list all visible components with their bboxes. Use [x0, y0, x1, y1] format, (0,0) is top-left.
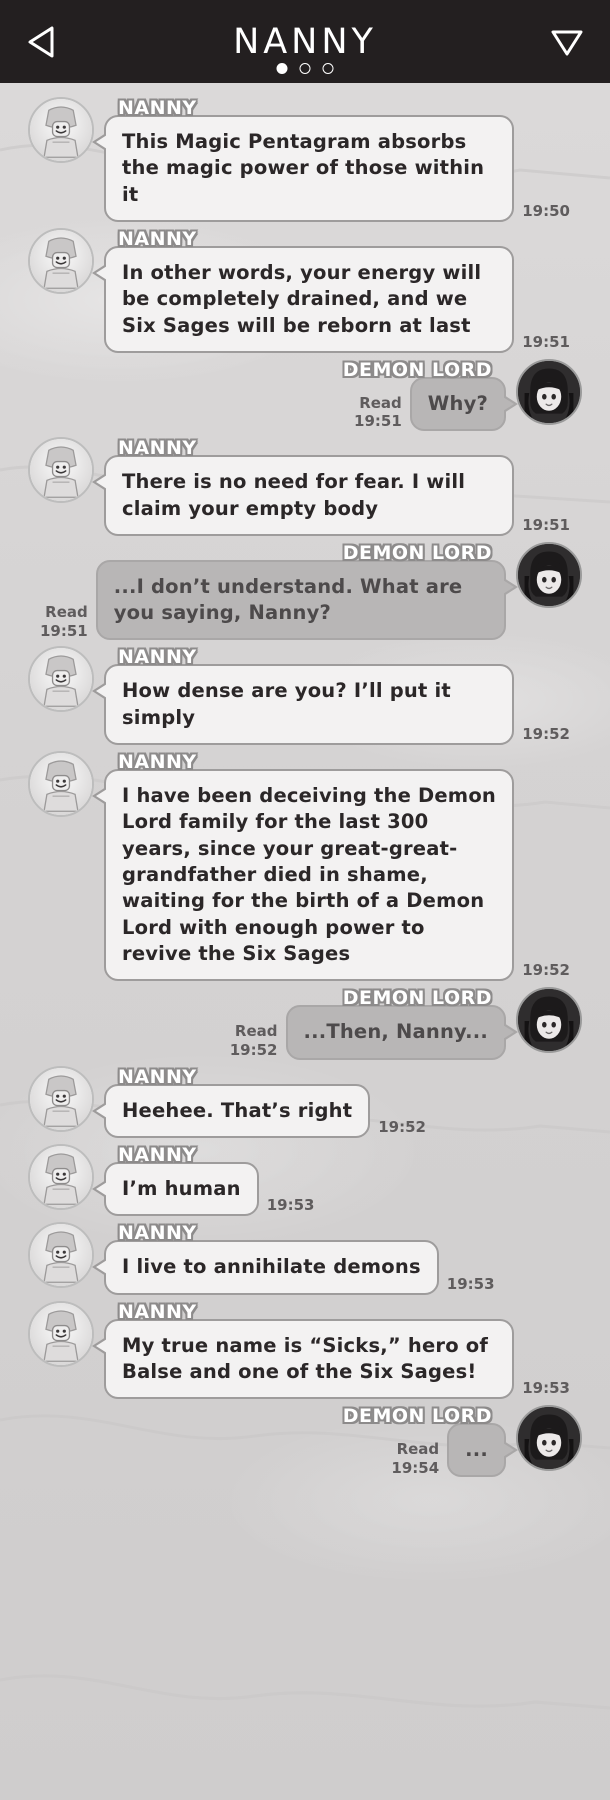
message-meta	[391, 1440, 439, 1478]
read-receipt: Read	[396, 1439, 440, 1458]
sender-name: DEMON LORD	[342, 1405, 492, 1428]
message-time: 19:51	[354, 412, 402, 431]
nanny-avatar[interactable]	[28, 228, 94, 294]
nanny-avatar[interactable]	[28, 751, 94, 817]
page-dot-2[interactable]	[300, 63, 311, 74]
nanny-avatar[interactable]	[28, 646, 94, 712]
read-receipt: Read	[359, 393, 402, 412]
message-row	[0, 751, 610, 981]
sender-name: NANNY	[118, 1300, 197, 1323]
demon-lord-avatar-image	[518, 361, 580, 423]
message-block	[104, 1301, 570, 1400]
bubble-wrap	[104, 455, 570, 536]
read-receipt: Read	[234, 1022, 278, 1041]
message-time: 19:51	[522, 515, 570, 534]
sender-name: DEMON LORD	[342, 541, 492, 564]
message-time: 19:52	[229, 1040, 278, 1059]
bubble-wrap	[40, 560, 506, 641]
page-dot-3[interactable]	[323, 63, 334, 74]
nanny-avatar[interactable]	[28, 97, 94, 163]
message-bubble[interactable]: This Magic Pentagram absorbs the magic power of those within it	[104, 115, 514, 222]
message-block	[104, 1144, 314, 1216]
nanny-avatar-image	[30, 439, 92, 501]
message-block	[104, 1066, 426, 1138]
nanny-avatar[interactable]	[28, 1066, 94, 1132]
sender-name: NANNY	[118, 97, 197, 119]
message-meta	[40, 603, 88, 641]
message-time: 19:52	[522, 725, 570, 744]
page-title: NANNY	[233, 21, 377, 62]
sender-name: DEMON LORD	[342, 358, 492, 381]
message-row	[0, 542, 610, 641]
message-block	[104, 228, 570, 353]
message-time: 19:50	[522, 201, 570, 220]
message-bubble[interactable]: How dense are you? I’ll put it simply	[104, 664, 514, 745]
message-time: 19:51	[522, 332, 570, 351]
message-meta	[354, 394, 402, 432]
message-block	[230, 987, 506, 1059]
demon-lord-avatar-image	[518, 544, 580, 606]
message-time: 19:53	[522, 1379, 570, 1398]
message-bubble[interactable]: I’m human	[104, 1162, 259, 1216]
message-row	[0, 646, 610, 745]
page-dot-1[interactable]	[277, 63, 288, 74]
message-row	[0, 1066, 610, 1138]
message-meta	[230, 1022, 278, 1060]
message-block	[104, 646, 570, 745]
message-time: 19:51	[40, 621, 88, 640]
message-time: 19:53	[266, 1196, 315, 1215]
message-bubble[interactable]: Why?	[410, 377, 506, 431]
nanny-avatar-image	[30, 230, 92, 292]
nanny-avatar-image	[30, 1068, 92, 1130]
message-block	[343, 359, 506, 431]
bubble-wrap	[104, 664, 570, 745]
nanny-avatar-image	[30, 99, 92, 161]
message-list	[0, 83, 610, 1477]
message-block	[40, 542, 506, 641]
message-bubble[interactable]: ...I don’t understand. What are you saying, Nanny?	[96, 560, 506, 641]
sender-name: NANNY	[118, 1065, 197, 1088]
nanny-avatar-image	[30, 753, 92, 815]
message-bubble[interactable]: ...Then, Nanny...	[286, 1005, 507, 1059]
message-block	[104, 437, 570, 536]
message-row	[0, 359, 610, 431]
message-row	[0, 437, 610, 536]
nanny-avatar[interactable]	[28, 1222, 94, 1288]
demon-lord-avatar[interactable]	[516, 359, 582, 425]
bubble-wrap	[104, 1319, 570, 1400]
sender-name: NANNY	[118, 227, 197, 250]
message-row	[0, 987, 610, 1059]
app-header	[0, 0, 610, 83]
sender-name: NANNY	[118, 1222, 197, 1245]
message-row	[0, 228, 610, 353]
message-block	[104, 1222, 495, 1294]
bubble-wrap	[104, 769, 570, 981]
message-time: 19:52	[378, 1117, 426, 1136]
nanny-avatar-image	[30, 1224, 92, 1286]
demon-lord-avatar[interactable]	[516, 542, 582, 608]
menu-button[interactable]	[546, 21, 588, 63]
back-button[interactable]	[22, 21, 64, 63]
demon-lord-avatar[interactable]	[516, 1405, 582, 1471]
message-block	[343, 1405, 506, 1477]
bubble-wrap	[104, 246, 570, 353]
back-triangle-icon	[23, 22, 63, 62]
message-bubble[interactable]: There is no need for fear. I will claim your empty body	[104, 455, 514, 536]
message-bubble[interactable]: Heehee. That’s right	[104, 1084, 370, 1138]
bubble-wrap	[354, 377, 506, 431]
message-bubble[interactable]: I have been deceiving the Demon Lord family for the last 300 years, since your great-great-grandfather died in shame, waiting for the birth of a Demon Lord with enough power to revive the Six Sages	[104, 769, 514, 981]
nanny-avatar-image	[30, 1303, 92, 1365]
bubble-wrap	[104, 1084, 426, 1138]
nanny-avatar[interactable]	[28, 1144, 94, 1210]
sender-name: NANNY	[118, 751, 197, 774]
nanny-avatar[interactable]	[28, 1301, 94, 1367]
down-triangle-icon	[547, 22, 587, 62]
message-bubble[interactable]: ...	[447, 1423, 506, 1477]
sender-name: NANNY	[118, 646, 197, 669]
message-time: 19:54	[391, 1458, 440, 1477]
message-time: 19:53	[446, 1274, 495, 1293]
nanny-avatar[interactable]	[28, 437, 94, 503]
nanny-avatar-image	[30, 648, 92, 710]
message-bubble[interactable]: I live to annihilate demons	[104, 1240, 439, 1294]
message-row	[0, 1405, 610, 1477]
bubble-wrap	[104, 1240, 495, 1294]
message-row	[0, 1222, 610, 1294]
sender-name: DEMON LORD	[342, 987, 492, 1010]
message-block	[104, 751, 570, 981]
demon-lord-avatar-image	[518, 1407, 580, 1469]
sender-name: NANNY	[118, 437, 197, 460]
sender-name: NANNY	[118, 1143, 197, 1166]
message-row	[0, 1144, 610, 1216]
bubble-wrap	[104, 115, 570, 222]
bubble-wrap	[230, 1005, 506, 1059]
message-time: 19:52	[522, 961, 570, 980]
message-bubble[interactable]: My true name is “Sicks,” hero of Balse and one of the Six Sages!	[104, 1319, 514, 1400]
message-row	[0, 1301, 610, 1400]
bubble-wrap	[391, 1423, 506, 1477]
read-receipt: Read	[45, 602, 88, 621]
page-indicator[interactable]	[277, 63, 334, 74]
message-block	[104, 97, 570, 222]
demon-lord-avatar-image	[518, 989, 580, 1051]
message-row	[0, 97, 610, 222]
bubble-wrap	[104, 1162, 314, 1216]
demon-lord-avatar[interactable]	[516, 987, 582, 1053]
nanny-avatar-image	[30, 1146, 92, 1208]
message-bubble[interactable]: In other words, your energy will be completely drained, and we Six Sages will be reborn at last	[104, 246, 514, 353]
